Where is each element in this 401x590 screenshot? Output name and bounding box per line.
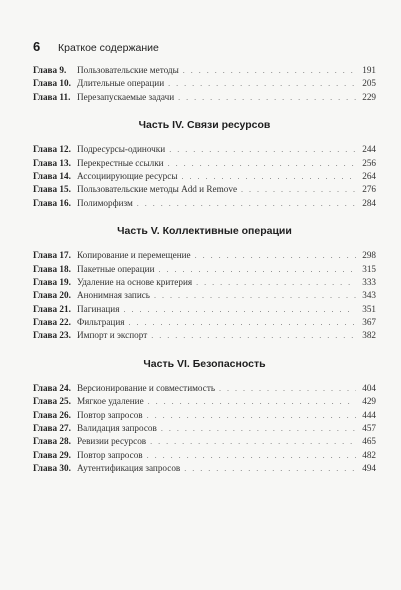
dot-leader bbox=[184, 462, 356, 475]
chapter-page-number: 351 bbox=[362, 303, 376, 314]
toc-entry bbox=[33, 316, 376, 329]
chapter-title: Пагинация bbox=[77, 303, 120, 314]
chapter-title: Копирование и перемещение bbox=[77, 250, 191, 261]
toc-section bbox=[33, 119, 376, 210]
chapter-title: Импорт и экспорт bbox=[77, 330, 148, 341]
chapter-page-number: 229 bbox=[362, 91, 376, 102]
dot-leader bbox=[168, 77, 356, 90]
page-number: 6 bbox=[33, 39, 41, 54]
chapter-label: Глава 24. bbox=[33, 382, 71, 393]
page-header bbox=[33, 39, 159, 54]
chapter-label: Глава 29. bbox=[33, 449, 71, 460]
chapter-title: Подресурсы-одиночки bbox=[77, 144, 166, 155]
chapter-page-number: 276 bbox=[362, 184, 376, 195]
chapter-label: Глава 9. bbox=[33, 65, 67, 75]
chapter-label: Глава 11. bbox=[33, 91, 71, 102]
chapter-page-number: 444 bbox=[362, 409, 376, 420]
chapter-label: Глава 27. bbox=[33, 423, 71, 434]
chapter-page-number: 333 bbox=[362, 276, 376, 287]
running-head: Краткое содержание bbox=[58, 42, 159, 54]
toc-entry bbox=[33, 183, 376, 196]
chapter-label: Глава 26. bbox=[33, 409, 71, 420]
table-of-contents bbox=[33, 64, 376, 476]
dot-leader bbox=[182, 170, 357, 183]
chapter-title: Перезапускаемые задачи bbox=[77, 91, 175, 102]
chapter-label: Глава 22. bbox=[33, 317, 71, 328]
chapter-page-number: 284 bbox=[362, 197, 376, 208]
chapter-label: Глава 21. bbox=[33, 303, 71, 314]
chapter-label: Глава 25. bbox=[33, 396, 71, 407]
chapter-page-number: 315 bbox=[362, 263, 376, 274]
chapter-title: Удаление на основе критерия bbox=[77, 276, 193, 287]
chapter-label: Глава 19. bbox=[33, 276, 71, 287]
dot-leader bbox=[148, 395, 356, 408]
chapter-title: Перекрестные ссылки bbox=[77, 157, 164, 168]
chapter-title: Пакетные операции bbox=[77, 263, 155, 274]
dot-leader bbox=[137, 197, 356, 210]
chapter-title: Мягкое удаление bbox=[77, 396, 144, 407]
chapter-label: Глава 23. bbox=[33, 330, 71, 341]
chapter-label: Глава 18. bbox=[33, 263, 71, 274]
toc-entry bbox=[33, 77, 376, 90]
chapter-title: Длительные операции bbox=[77, 78, 165, 89]
toc-entry bbox=[33, 409, 376, 422]
chapter-label: Глава 15. bbox=[33, 184, 71, 195]
chapter-title: Ассоциирующие ресурсы bbox=[77, 170, 178, 181]
toc-entry bbox=[33, 382, 376, 395]
toc-entry bbox=[33, 462, 376, 475]
dot-leader bbox=[196, 276, 356, 289]
part-title: Часть V. Коллективные операции bbox=[117, 225, 292, 238]
chapter-title: Валидация запросов bbox=[77, 423, 157, 434]
dot-leader bbox=[195, 249, 356, 262]
chapter-page-number: 205 bbox=[362, 78, 376, 89]
dot-leader bbox=[183, 64, 356, 77]
chapter-page-number: 298 bbox=[362, 250, 376, 261]
toc-entry bbox=[33, 422, 376, 435]
chapter-page-number: 367 bbox=[362, 317, 376, 328]
toc-entry bbox=[33, 303, 376, 316]
chapter-page-number: 494 bbox=[362, 463, 376, 474]
chapter-label: Глава 30. bbox=[33, 463, 71, 474]
chapter-label: Глава 14. bbox=[33, 170, 71, 181]
toc-section bbox=[33, 225, 376, 343]
chapter-label: Глава 12. bbox=[33, 144, 71, 155]
toc-entry bbox=[33, 395, 376, 408]
chapter-label: Глава 17. bbox=[33, 250, 71, 261]
dot-leader bbox=[123, 303, 356, 316]
chapter-page-number: 244 bbox=[362, 144, 376, 155]
toc-entry bbox=[33, 249, 376, 262]
chapter-page-number: 264 bbox=[362, 170, 376, 181]
chapter-title: Версионирование и совместимость bbox=[77, 382, 216, 393]
chapter-title: Аутентификация запросов bbox=[77, 463, 181, 474]
chapter-title: Фильтрация bbox=[77, 317, 125, 328]
toc-entry bbox=[33, 329, 376, 342]
chapter-page-number: 429 bbox=[362, 396, 376, 407]
chapter-label: Глава 20. bbox=[33, 290, 71, 301]
toc-section bbox=[33, 64, 376, 104]
toc-entry bbox=[33, 64, 376, 77]
chapter-page-number: 256 bbox=[362, 157, 376, 168]
dot-leader bbox=[150, 435, 356, 448]
chapter-label: Глава 13. bbox=[33, 157, 71, 168]
dot-leader bbox=[128, 316, 356, 329]
toc-entry bbox=[33, 157, 376, 170]
dot-leader bbox=[147, 449, 356, 462]
toc-entry bbox=[33, 449, 376, 462]
toc-entry bbox=[33, 289, 376, 302]
part-title: Часть VI. Безопасность bbox=[143, 357, 266, 370]
chapter-label: Глава 28. bbox=[33, 436, 71, 447]
toc-entry bbox=[33, 197, 376, 210]
chapter-title: Повтор запросов bbox=[77, 409, 143, 420]
chapter-page-number: 382 bbox=[362, 330, 376, 341]
chapter-title: Полиморфизм bbox=[77, 197, 133, 208]
chapter-label: Глава 10. bbox=[33, 78, 71, 89]
dot-leader bbox=[151, 329, 356, 342]
dot-leader bbox=[169, 143, 356, 156]
dot-leader bbox=[168, 157, 356, 170]
chapter-title: Пользовательские методы Add и Remove bbox=[77, 184, 238, 195]
toc-section bbox=[33, 358, 376, 476]
chapter-title: Повтор запросов bbox=[77, 449, 143, 460]
dot-leader bbox=[154, 289, 356, 302]
chapter-page-number: 404 bbox=[362, 382, 376, 393]
toc-entry bbox=[33, 276, 376, 289]
dot-leader bbox=[147, 409, 356, 422]
toc-entry bbox=[33, 170, 376, 183]
chapter-title: Анонимная запись bbox=[77, 290, 150, 301]
chapter-page-number: 465 bbox=[362, 436, 376, 447]
chapter-page-number: 191 bbox=[362, 65, 376, 75]
chapter-page-number: 482 bbox=[362, 449, 376, 460]
dot-leader bbox=[178, 91, 356, 104]
chapter-page-number: 343 bbox=[362, 290, 376, 301]
chapter-title: Ревизии ресурсов bbox=[77, 436, 147, 447]
dot-leader bbox=[161, 422, 356, 435]
chapter-label: Глава 16. bbox=[33, 197, 71, 208]
part-title: Часть IV. Связи ресурсов bbox=[138, 119, 271, 132]
toc-entry bbox=[33, 91, 376, 104]
dot-leader bbox=[159, 263, 356, 276]
dot-leader bbox=[241, 183, 356, 196]
toc-entry bbox=[33, 143, 376, 156]
chapter-page-number: 457 bbox=[362, 423, 376, 434]
toc-entry bbox=[33, 263, 376, 276]
chapter-title: Пользовательские методы bbox=[77, 65, 179, 75]
dot-leader bbox=[219, 382, 356, 395]
toc-entry bbox=[33, 435, 376, 448]
